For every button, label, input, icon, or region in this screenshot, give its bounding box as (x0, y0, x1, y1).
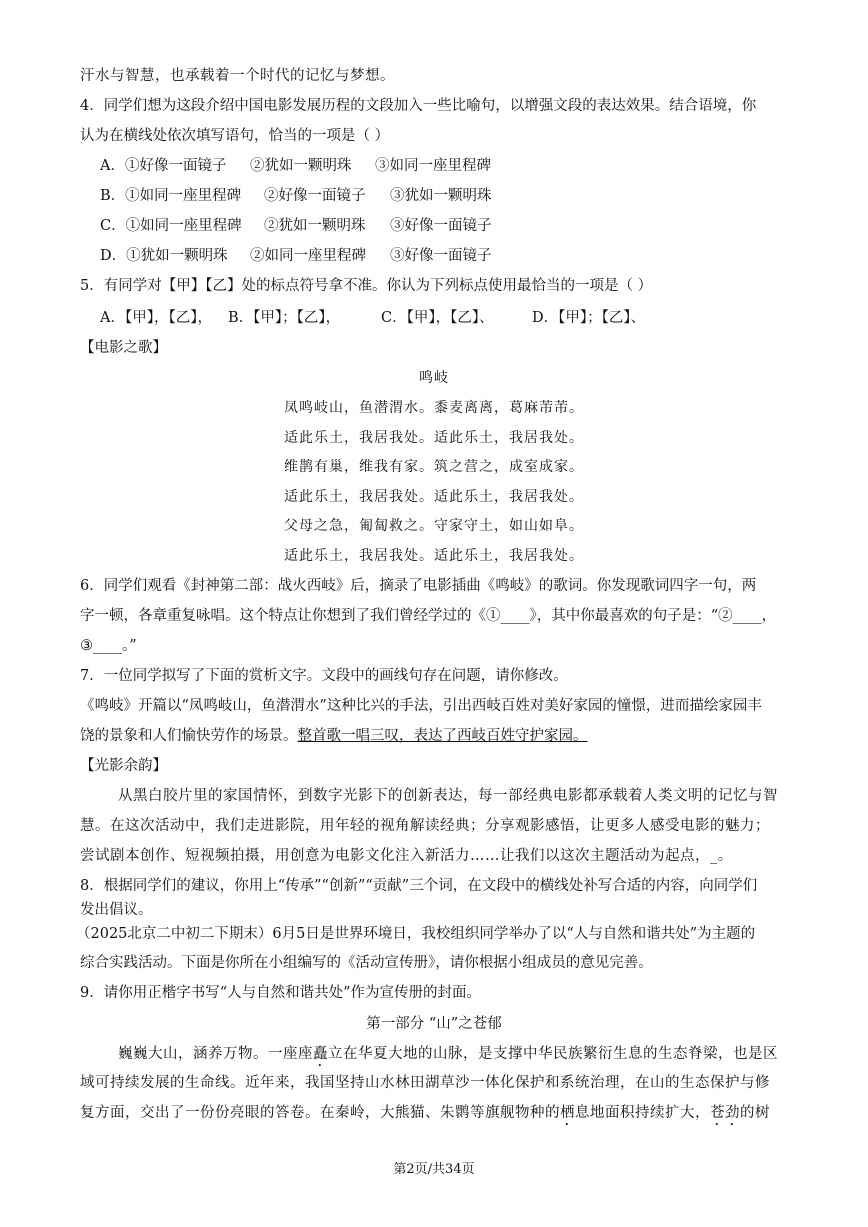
poem-line-6: 适此乐土，我居我处。适此乐土，我居我处。 (284, 548, 584, 564)
q6-line-2: 字一顿，各章重复咏唱。这个特点让你想到了我们曾经学过的《①____》，其中你最喜欢的句子是：“②____， (80, 608, 777, 624)
section-heading-light: 【光影余韵】 (80, 758, 167, 774)
q7-passage-line-2: 饶的景象和人们愉快劳作的场景。整首歌一唱三叹，表达了西岐百姓守护家园。 (80, 728, 588, 744)
dotted-word: 苍劲 (710, 1105, 740, 1121)
q4-option-b: B．①如同一座里程碑 (100, 188, 242, 204)
q4-option-b-part3: ③犹如一颗明珠 (390, 188, 492, 204)
poem-line-3: 维鹊有巢，维我有家。筑之营之，成室成家。 (284, 459, 584, 475)
poem-line-5: 父母之急，匍匐救之。守家守土，如山如阜。 (284, 518, 584, 534)
part1-title: 第一部分 “山”之苍郁 (366, 1016, 502, 1032)
underlined-sentence: 整首歌一唱三叹，表达了西岐百姓守护家园。 (297, 728, 588, 744)
q5-stem: 5．有同学对【甲】【乙】处的标点符号拿不准。你认为下列标点使用最恰当的一项是（ ） (80, 278, 653, 294)
q4-stem-line-1: 4．同学们想为这段介绍中国电影发展历程的文段加入一些比喻句，以增强文段的表达效果。结合语境，你 (80, 98, 757, 114)
q8-line-2: 发出倡议。 (80, 902, 153, 918)
light-paragraph-line-1: 从黑白胶片里的家国情怀，到数字光影下的创新表达，每一部经典电影都承载着人类文明的记忆与智 (118, 788, 778, 804)
q5-option-d: D．【甲】；【乙】、 (532, 310, 646, 326)
intro-line-1: （2025北京二中初二下期末）6月5日是世界环境日，我校组织同学举办了以“人与自然和谐共处”为主题的 (76, 926, 756, 942)
page-number: 第2页/共34页 (393, 1162, 475, 1177)
q4-option-c: C．①如同一座里程碑 (100, 218, 242, 234)
q4-option-c-part3: ③好像一面镜子 (390, 218, 492, 234)
q4-option-b-part2: ②好像一面镜子 (264, 188, 366, 204)
q4-option-d-part3: ③好像一面镜子 (390, 248, 492, 264)
poem-line-4: 适此乐土，我居我处。适此乐土，我居我处。 (284, 489, 584, 505)
continued-text-line: 汗水与智慧，也承载着一个时代的记忆与梦想。 (80, 68, 395, 84)
dotted-char: 栖 (560, 1105, 575, 1121)
q7-passage-line-1: 《鸣岐》开篇以“凤鸣岐山，鱼潜渭水”这种比兴的手法，引出西岐百姓对美好家园的憧憬，进而描绘家园丰 (80, 698, 762, 714)
light-paragraph-line-2: 慧。在这次活动中，我们走进影院，用年轻的视角解读经典；分享观影感悟，让更多人感受电影的魅力； (80, 818, 770, 834)
q5-option-a: A．【甲】，【乙】， (100, 310, 212, 326)
poem-line-1: 凤鸣岐山，鱼潜渭水。黍麦离离，葛麻芾芾。 (284, 400, 584, 416)
q4-option-c-part2: ②犹如一颗明珠 (264, 218, 366, 234)
light-paragraph-line-3: 尝试剧本创作、短视频拍摄，用创意为电影文化注入新活力……让我们以这次主题活动为起点，_。 (80, 848, 733, 864)
q4-option-a: A．①好像一面镜子 (100, 158, 227, 174)
q4-option-a-part2: ②犹如一颗明珠 (250, 158, 352, 174)
poem-title: 鸣岐 (419, 370, 449, 386)
q4-option-d: D．①犹如一颗明珠 (100, 248, 228, 264)
mountain-paragraph-line-1: 巍巍大山，涵养万物。一座座矗立在华夏大地的山脉，是支撑中华民族繁衍生息的生态脊梁，也是区 (118, 1046, 778, 1062)
poem-line-2: 适此乐土，我居我处。适此乐土，我居我处。 (284, 430, 584, 446)
section-heading-song: 【电影之歌】 (80, 340, 167, 356)
q4-stem-line-2: 认为在横线处依次填写语句，恰当的一项是（ ） (80, 128, 390, 144)
q6-line-3: ③____。” (80, 638, 137, 654)
q5-option-c: C．【甲】，【乙】、 (381, 310, 494, 326)
mountain-paragraph-line-3: 复方面，交出了一份份亮眼的答卷。在秦岭，大熊猫、朱鹮等旗舰物种的栖息地面积持续扩大，苍劲的树 (80, 1105, 770, 1121)
q8-line-1: 8．根据同学们的建议，你用上“传承”“创新”“贡献”三个词，在文段中的横线处补写合适的内容，向同学们 (80, 878, 758, 894)
q5-option-b: B．【甲】；【乙】， (228, 310, 341, 326)
q4-option-d-part2: ②如同一座里程碑 (250, 248, 366, 264)
intro-line-2: 综合实践活动。下面是你所在小组编写的《活动宣传册》，请你根据小组成员的意见完善。 (80, 955, 653, 971)
q4-option-a-part3: ③如同一座里程碑 (375, 158, 491, 174)
q7-stem: 7．一位同学拟写了下面的赏析文字。文段中的画线句存在问题，请你修改。 (80, 668, 568, 684)
mountain-paragraph-line-2: 域可持续发展的生命线。近年来，我国坚持山水林田湖草沙一体化保护和系统治理，在山的生态保护与修 (80, 1075, 770, 1091)
q6-line-1: 6．同学们观看《封神第二部：战火西岐》后，摘录了电影插曲《鸣岐》的歌词。你发现歌词四字一句，两 (80, 578, 757, 594)
q9-stem: 9．请你用正楷字书写“人与自然和谐共处”作为宣传册的封面。 (80, 985, 482, 1001)
dotted-char: 矗 (313, 1046, 328, 1062)
